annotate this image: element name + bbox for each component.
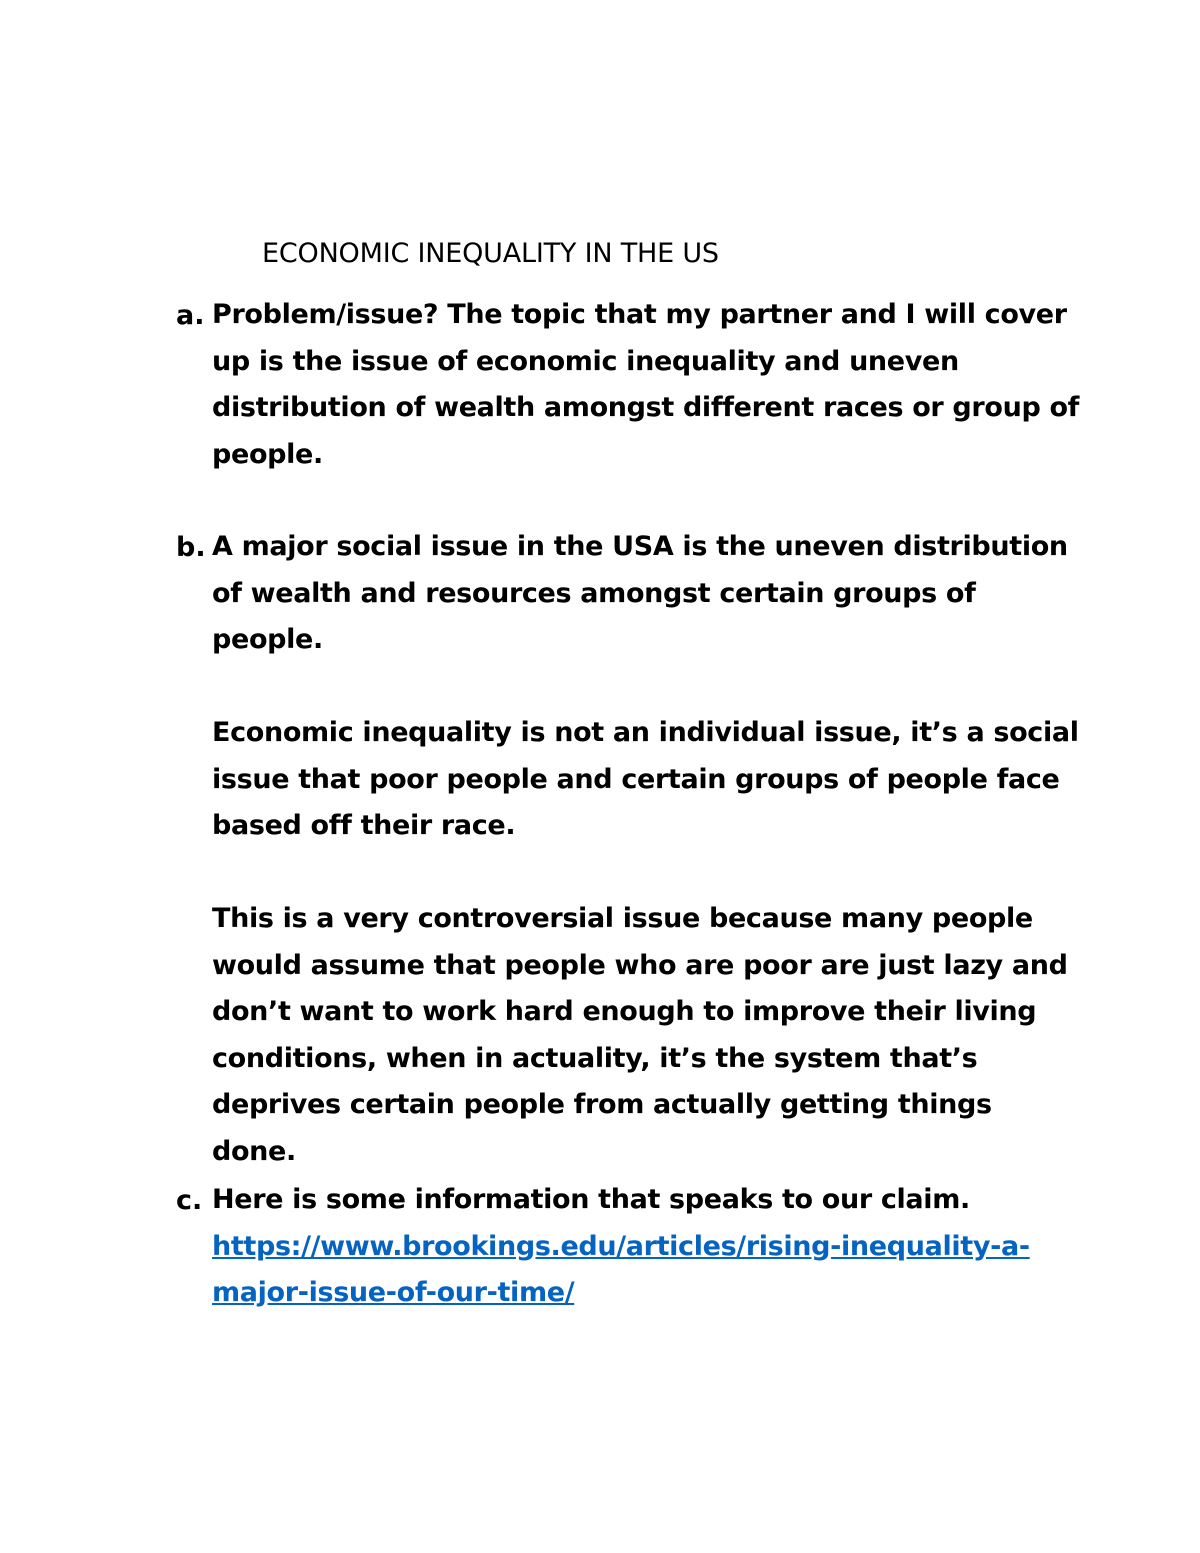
paragraph: Here is some information that speaks to our claim. [212, 1184, 970, 1215]
list-marker: c. [176, 1185, 203, 1216]
list-marker: b. [176, 532, 206, 563]
list-item-body [212, 524, 1082, 1175]
list-marker: a. [176, 300, 205, 331]
document-title: ECONOMIC INEQUALITY IN THE US [262, 238, 719, 269]
reference-link-line-1: https://www.brookings.edu/articles/rising-inequality-a- [212, 1230, 1030, 1262]
list-item-body [212, 1177, 1082, 1317]
paragraph: A major social issue in the USA is the uneven distribution of wealth and resources amongst certain groups of people. [212, 531, 1068, 655]
reference-link[interactable] [212, 1224, 1082, 1317]
paragraph: Economic inequality is not an individual issue, it’s a social issue that poor people and certain groups of people face based off their race. [212, 717, 1079, 841]
list-item-body [212, 292, 1082, 478]
reference-link-line-2: major-issue-of-our-time/ [212, 1277, 575, 1308]
paragraph: Problem/issue? The topic that my partner and I will cover up is the issue of economic inequality and uneven distribution of wealth amongst different races or group of people. [212, 299, 1080, 470]
paragraph: This is a very controversial issue because many people would assume that people who are poor are just lazy and don’t want to work hard enough to improve their living conditions, when in actuality, it’s the system that’s deprives certain people from actually getting things done. [212, 903, 1068, 1167]
